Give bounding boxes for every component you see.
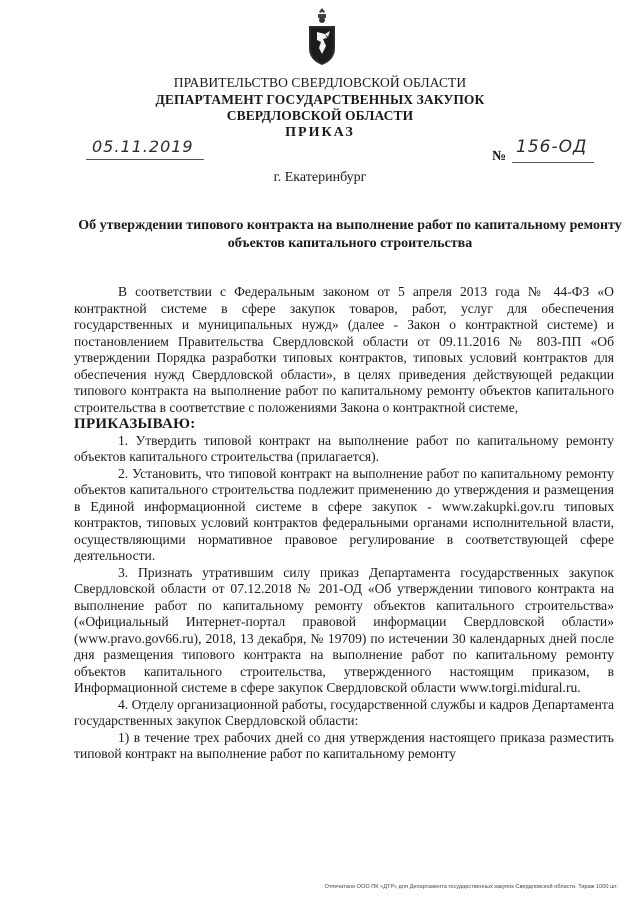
number-field — [512, 137, 594, 163]
department-region: СВЕРДЛОВСКОЙ ОБЛАСТИ — [226, 108, 414, 123]
handwritten-date: 05.11.2019 — [92, 137, 194, 156]
print-footer: Отпечатано ООО ПК «ДТР» для Департамента государственных закупок Свердловской области. Тираж 1000 шт. — [324, 884, 618, 890]
department-name: ДЕПАРТАМЕНТ ГОСУДАРСТВЕННЫХ ЗАКУПОК — [155, 92, 485, 107]
item-2: 2. Установить, что типовой контракт на выполнение работ по капитальному ремонту объектов капитального строительства подлежит применению до утверждения и размещения в Единой информационной системе в сфере закупок - www.zakupki.gov.ru типовых контрактов, типовых условий контрактов федеральными органами исполнительной власти, осуществляющими нормативное правовое регулирование в соответствующей сфере деятельности. — [74, 465, 614, 563]
preamble-paragraph: В соответствии с Федеральным законом от 5 апреля 2013 года № 44-ФЗ «О контрактной системе в сфере закупок товаров, работ, услуг для обеспечения государственных и муниципальных нужд» (далее - Закон о контрактной системе) и постановлением Правительства Свердловской области от 09.11.2016 № 803-ПП «Об утверждении Порядка разработки типовых контрактов, типовых условий контрактов для обеспечения нужд Свердловской области», в целях приведения действующей редакции типового контракта на выполнение работ по капитальному ремонту объектов капитального строительства в соответствие с положениями Закона о контрактной системе, — [74, 284, 614, 415]
coat-of-arms-icon — [305, 8, 339, 66]
date-field — [86, 137, 204, 160]
item-4: 4. Отделу организационной работы, государственной службы и кадров Департамента государственных закупок Свердловской области: — [74, 696, 614, 728]
order-word-text: ПРИКАЗЫВАЮ: — [74, 416, 196, 432]
document-type: ПРИКАЗ — [285, 125, 355, 140]
order-word — [74, 416, 614, 433]
document-title: Об утверждении типового контракта на выполнение работ по капитальному ремонту объектов капитального строительства — [78, 218, 622, 251]
handwritten-number: 156-ОД — [516, 137, 588, 157]
item-4-1: 1) в течение трех рабочих дней со дня утверждения настоящего приказа разместить типовой контракт на выполнение работ по капитальному ремонту — [74, 729, 614, 761]
city: г. Екатеринбург — [273, 170, 367, 185]
document-body — [74, 284, 614, 763]
government-name: ПРАВИТЕЛЬСТВО СВЕРДЛОВСКОЙ ОБЛАСТИ — [173, 75, 467, 90]
number-label: № — [492, 149, 507, 164]
item-3: 3. Признать утратившим силу приказ Департамента государственных закупок Свердловской области от 07.12.2018 № 201-ОД «Об утверждении типового контракта на выполнение работ по капитальному ремонту объектов капитального строительства» («Официальный Интернет-портал правовой информации Свердловской области» (www.pravo.gov66.ru), 2018, 13 декабря, № 19709) по истечении 30 календарных дней после дня размещения типового контракта на выполнение работ по капитальному ремонту объектов капитального строительства, утвержденного настоящим приказом, в Информационной системе в сфере закупок Свердловской области www.torgi.midural.ru. — [74, 564, 614, 695]
item-1: 1. Утвердить типовой контракт на выполнение работ по капитальному ремонту объектов капитального строительства (прилагается). — [74, 432, 614, 464]
